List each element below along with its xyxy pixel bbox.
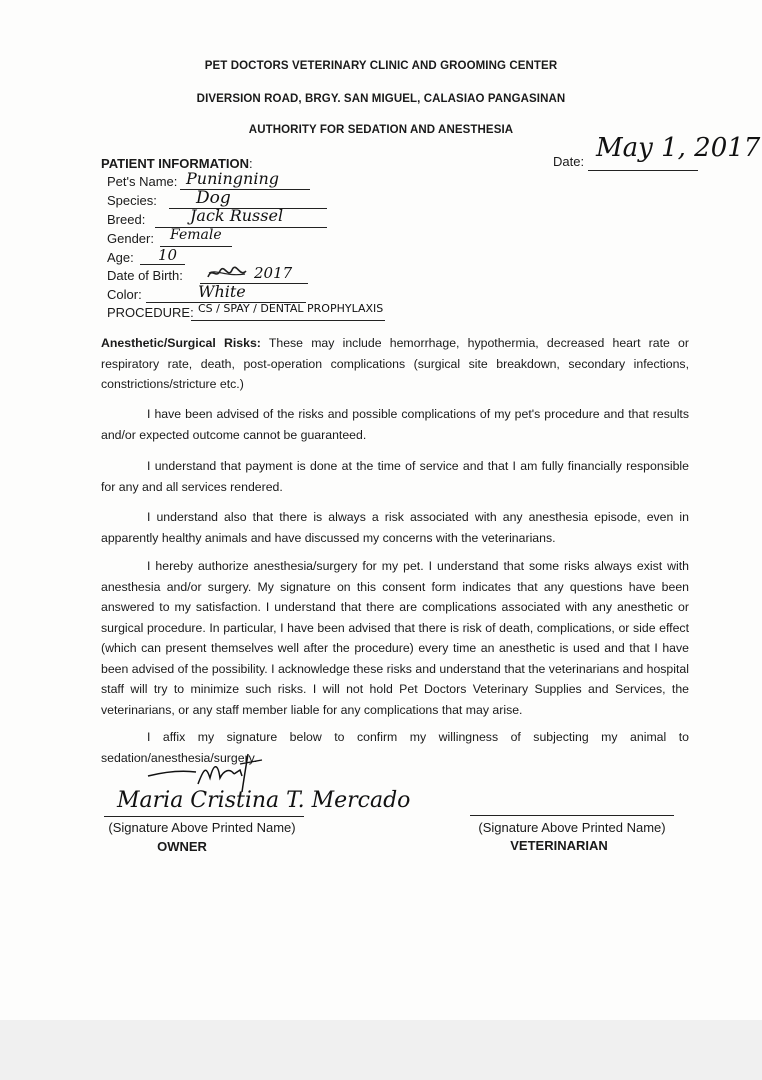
procedure-value: CS / SPAY / DENTAL PROPHYLAXIS	[198, 302, 384, 315]
vet-role: VETERINARIAN	[510, 838, 608, 853]
procedure-line	[191, 320, 385, 321]
date-value: May 1, 2017	[596, 133, 761, 163]
dob-label: Date of Birth:	[107, 268, 183, 283]
paragraph-advised: I have been advised of the risks and possible complications of my pet's procedure and that results and/or expected outcome cannot be guaranteed.	[101, 407, 689, 442]
paragraph-payment: I understand that payment is done at the time of service and that I am fully financially responsible for any and all services rendered.	[101, 459, 689, 494]
owner-caption: (Signature Above Printed Name)	[108, 820, 296, 835]
pets-name-value: Puningning	[186, 169, 280, 188]
pets-name-label: Pet's Name:	[107, 174, 178, 189]
age-line	[140, 264, 185, 265]
paragraph-affix-signature: I affix my signature below to confirm my willingness of subjecting my animal to sedation/anesthesia/surgery.	[101, 730, 689, 765]
breed-value: Jack Russel	[190, 206, 284, 225]
procedure-label: PROCEDURE:	[107, 305, 194, 320]
color-value: White	[198, 282, 246, 301]
color-label: Color:	[107, 287, 142, 302]
paragraph-authorize: I hereby authorize anesthesia/surgery for my pet. I understand that some risks always exist with anesthesia and/or surgery. My signature on this consent form indicates that any questions have been answered to my satisfaction. I understand that there are complications associated with any anesthetic or surgical procedure. In particular, I have been advised that there is risk of death, complications, or side effect (which can present themselves well after the procedure) every time an anesthetic is used and that I have been advised of the possibility. I acknowledge these risks and understand that the veterinarians and hospital staff will try to minimize such risks. I will not hold Pet Doctors Veterinary Supplies and Services, the veterinarians, or any staff member liable for any complications that may arise.	[101, 559, 689, 717]
clinic-name: PET DOCTORS VETERINARY CLINIC AND GROOMING CENTER	[204, 60, 558, 72]
date-label: Date:	[553, 154, 585, 169]
vet-signature-line	[470, 815, 674, 816]
species-value: Dog	[196, 188, 231, 208]
form-title: AUTHORITY FOR SEDATION AND ANESTHESIA	[248, 124, 514, 136]
owner-printed-name: Maria Cristina T. Mercado	[117, 788, 411, 813]
age-value: 10	[158, 246, 178, 264]
breed-label: Breed:	[107, 212, 146, 227]
paragraph-risk-anesthesia: I understand also that there is always a risk associated with any anesthesia episode, even in apparently healthy animals and have discussed my concerns with the veterinarians.	[101, 510, 689, 545]
gender-label: Gender:	[107, 231, 154, 246]
owner-role: OWNER	[157, 839, 207, 854]
risks-heading: Anesthetic/Surgical Risks:	[101, 336, 261, 350]
dob-value: 2017	[254, 264, 293, 282]
risks-text: These may include hemorrhage, hypothermia, decreased heart rate or respiratory rate, death, post-operation complications (surgical site breakdown, secondary infections, constrictions/stricture etc.)	[101, 336, 689, 391]
date-underline	[588, 170, 698, 171]
scan-edge	[0, 1020, 762, 1080]
clinic-address: DIVERSION ROAD, BRGY. SAN MIGUEL, CALASIAO PANGASINAN	[196, 93, 566, 105]
species-label: Species:	[107, 193, 157, 208]
age-label: Age:	[107, 250, 134, 265]
owner-signature-line	[104, 816, 304, 817]
patient-info-heading: PATIENT INFORMATION:	[101, 156, 253, 171]
dob-scribble	[206, 265, 248, 281]
vet-caption: (Signature Above Printed Name)	[478, 820, 666, 835]
risks-paragraph	[101, 333, 689, 395]
gender-value: Female	[170, 227, 222, 243]
